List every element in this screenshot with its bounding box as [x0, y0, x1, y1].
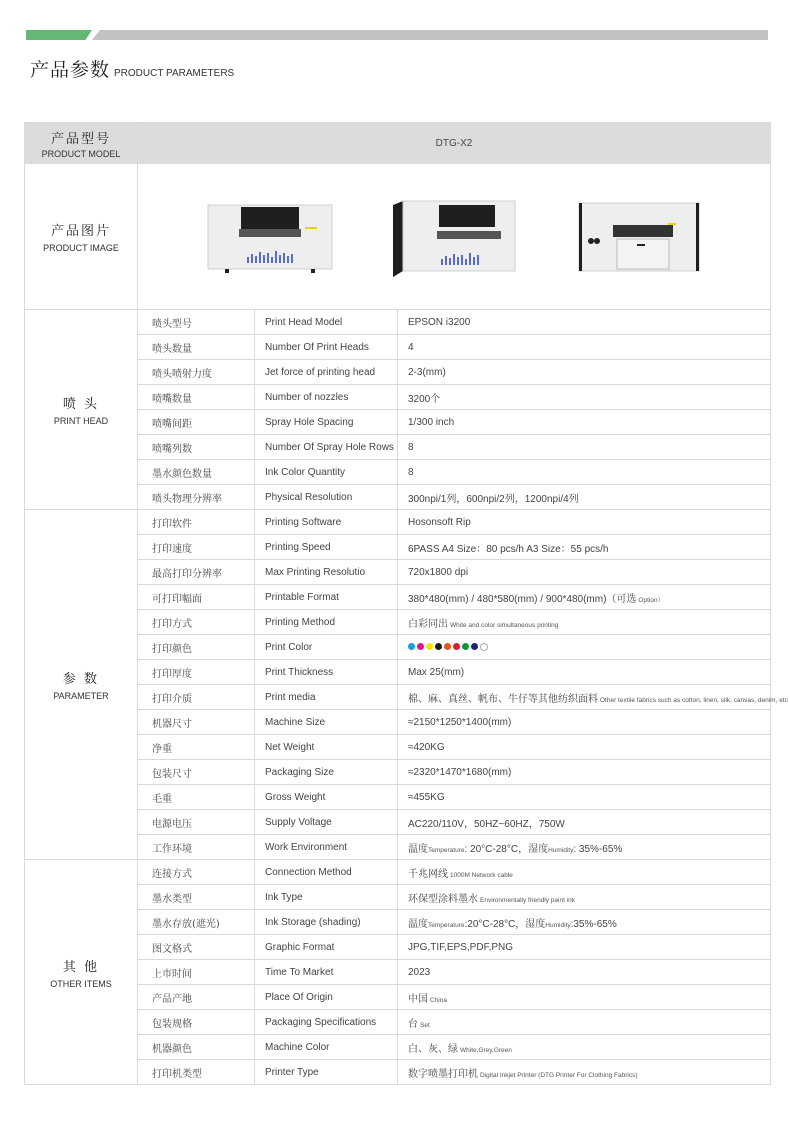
param-value: [398, 1035, 771, 1060]
value-text: 300npi/1列，600npi/2列，1200npi/4列: [408, 493, 579, 505]
param-name-cn: 打印厚度: [138, 660, 255, 685]
param-name-cn: 墨水存放(遮光): [138, 910, 255, 935]
value-note-2: Humidity: [548, 846, 574, 854]
value-text: 4: [408, 341, 414, 353]
param-value: [398, 1010, 771, 1035]
param-value: [398, 385, 771, 410]
value-note: Set: [420, 1021, 430, 1029]
param-value: [398, 535, 771, 560]
value-text: ≈2150*1250*1400(mm): [408, 716, 512, 728]
image-row: [25, 164, 771, 310]
value-text: 数字喷墨打印机: [408, 1068, 478, 1080]
value-text: 千兆网线: [408, 868, 448, 880]
printer-back-view-image: [573, 197, 703, 277]
param-value: [398, 985, 771, 1010]
param-value: [398, 685, 788, 710]
param-value: [398, 1060, 771, 1085]
value-text: 台: [408, 1018, 418, 1030]
param-value: [398, 460, 771, 485]
model-value: DTG-X2: [138, 123, 771, 164]
param-name-en: Max Printing Resolutio: [255, 560, 398, 585]
param-name-cn: 喷嘴数量: [138, 385, 255, 410]
param-value: [398, 935, 771, 960]
param-name-cn: 上市时间: [138, 960, 255, 985]
param-value: [398, 810, 771, 835]
param-name-cn: 墨水类型: [138, 885, 255, 910]
value-text: 6PASS A4 Size：80 pcs/h A3 Size：55 pcs/h: [408, 543, 609, 555]
param-name-cn: 打印颜色: [138, 635, 255, 660]
value-note: Environmentally friendly paint ink: [480, 896, 576, 904]
param-value: [398, 310, 771, 335]
param-name-cn: 打印介质: [138, 685, 255, 710]
param-name-en: Number Of Spray Hole Rows: [255, 435, 398, 460]
param-name-en: Number of nozzles: [255, 385, 398, 410]
param-name-en: Machine Color: [255, 1035, 398, 1060]
group-label-cn: 其 他: [62, 959, 100, 975]
value-note: White and color simultaneous printing: [450, 621, 559, 629]
value-text-3: : 35%-65%: [573, 843, 623, 855]
value-text: Max 25(mm): [408, 666, 465, 678]
image-label-cn: 产品图片: [50, 224, 111, 239]
value-note: China: [430, 996, 447, 1004]
value-text: 3200个: [408, 393, 441, 405]
value-note-2: Humidity: [545, 921, 571, 929]
value-text: 2-3(mm): [408, 366, 446, 378]
param-value: [398, 560, 771, 585]
ink-color-dot: [480, 643, 488, 651]
model-row: [25, 123, 771, 164]
param-name-cn: 机器颜色: [138, 1035, 255, 1060]
param-value: [398, 585, 771, 610]
param-name-cn: 工作环境: [138, 835, 255, 860]
value-note: Temperature: [428, 921, 465, 929]
value-text: 1/300 inch: [408, 416, 455, 428]
param-name-en: Gross Weight: [255, 785, 398, 810]
ink-color-dot: [444, 643, 451, 650]
param-value: [398, 435, 771, 460]
param-name-cn: 喷嘴列数: [138, 435, 255, 460]
product-images: [138, 164, 771, 310]
printer-angled-view-image: [389, 197, 519, 277]
ink-color-dot: [471, 643, 478, 650]
model-label-cn: 产品型号: [50, 131, 111, 147]
param-name-en: Ink Storage (shading): [255, 910, 398, 935]
param-name-en: Physical Resolution: [255, 485, 398, 510]
model-label: [25, 123, 138, 164]
ink-color-dot: [453, 643, 460, 650]
param-name-en: Printing Software: [255, 510, 398, 535]
param-value: [398, 960, 771, 985]
param-name-en: Jet force of printing head: [255, 360, 398, 385]
header-bar-line: [92, 30, 768, 40]
group-label: [25, 860, 138, 1085]
param-name-cn: 图文格式: [138, 935, 255, 960]
param-name-en: Print Head Model: [255, 310, 398, 335]
param-name-cn: 产品产地: [138, 985, 255, 1010]
value-text-2: :20°C-28°C，湿度: [464, 918, 546, 930]
value-text: 白、灰、绿: [408, 1043, 458, 1055]
header-bar: [26, 30, 768, 40]
value-text: 温度: [408, 843, 428, 855]
param-name-en: Packaging Size: [255, 760, 398, 785]
page-title: [30, 55, 234, 82]
value-text: 白彩同出: [408, 618, 448, 630]
param-value: [398, 360, 771, 385]
value-text: 2023: [408, 966, 431, 978]
image-label: [25, 164, 138, 310]
param-name-en: Net Weight: [255, 735, 398, 760]
param-name-cn: 毛重: [138, 785, 255, 810]
param-value: [398, 785, 771, 810]
ink-color-dot: [408, 643, 415, 650]
group-label-cn: 参 数: [62, 672, 100, 687]
value-text: 8: [408, 466, 414, 478]
value-text: 棉、麻、真丝、帆布、牛仔等其他纺织面料: [408, 693, 598, 705]
param-name-cn: 喷头喷射力度: [138, 360, 255, 385]
image-label-en: PRODUCT IMAGE: [43, 243, 119, 253]
value-note: Digital Inkjet Printer (DTG Printer For Clothing Fabrics): [480, 1071, 638, 1079]
table-row: [25, 510, 771, 535]
param-name-en: Ink Type: [255, 885, 398, 910]
value-text: 8: [408, 441, 414, 453]
param-value: [398, 835, 771, 860]
value-note: 1000M Network cable: [450, 871, 513, 879]
param-name-cn: 喷嘴间距: [138, 410, 255, 435]
param-name-en: Place Of Origin: [255, 985, 398, 1010]
param-name-cn: 喷头物理分辨率: [138, 485, 255, 510]
param-name-en: Work Environment: [255, 835, 398, 860]
param-name-cn: 连接方式: [138, 860, 255, 885]
value-text: 中国: [408, 993, 428, 1005]
param-name-cn: 喷头型号: [138, 310, 255, 335]
header-bar-accent: [26, 30, 92, 40]
param-name-cn: 打印速度: [138, 535, 255, 560]
param-value: [398, 735, 771, 760]
param-name-en: Printing Method: [255, 610, 398, 635]
group-label-en: PARAMETER: [53, 691, 109, 701]
param-value: [398, 910, 771, 935]
spec-table: [24, 122, 788, 1085]
group-label-en: OTHER ITEMS: [50, 978, 112, 989]
param-value: [398, 660, 771, 685]
value-text: ≈420KG: [408, 741, 445, 753]
value-text: 环保型涂料墨水: [408, 893, 478, 905]
param-name-cn: 打印机类型: [138, 1060, 255, 1085]
table-row: [25, 310, 771, 335]
value-text: 720x1800 dpi: [408, 566, 469, 578]
value-text: ≈455KG: [408, 791, 445, 803]
param-name-en: Time To Market: [255, 960, 398, 985]
param-name-cn: 包装尺寸: [138, 760, 255, 785]
value-note: Other textile fabrics such as cotton, linen, silk, canvas, denim, etc: [600, 696, 788, 704]
param-name-en: Graphic Format: [255, 935, 398, 960]
param-name-en: Ink Color Quantity: [255, 460, 398, 485]
value-note: Temperature: [428, 846, 465, 854]
value-text-2: : 20°C-28°C，湿度: [464, 843, 549, 855]
param-value: [398, 610, 771, 635]
value-text: Hosonsoft Rip: [408, 516, 471, 528]
param-value: [398, 710, 771, 735]
value-text: 温度: [408, 918, 428, 930]
param-name-cn: 包装规格: [138, 1010, 255, 1035]
param-name-cn: 可打印幅面: [138, 585, 255, 610]
param-value: [398, 635, 771, 660]
param-value: [398, 410, 771, 435]
value-text: EPSON i3200: [408, 316, 471, 328]
param-value: [398, 860, 771, 885]
param-value: [398, 885, 771, 910]
value-text: JPG,TIF,EPS,PDF,PNG: [408, 941, 514, 953]
param-value: [398, 510, 771, 535]
param-name-cn: 打印软件: [138, 510, 255, 535]
param-name-cn: 净重: [138, 735, 255, 760]
page-title-en: PRODUCT PARAMETERS: [114, 68, 235, 79]
table-row: [25, 860, 771, 885]
ink-color-swatches: [408, 643, 488, 651]
param-name-cn: 打印方式: [138, 610, 255, 635]
param-name-en: Connection Method: [255, 860, 398, 885]
model-label-en: PRODUCT MODEL: [41, 148, 121, 159]
param-value: [398, 335, 771, 360]
page-title-cn: 产品参数: [30, 59, 111, 81]
ink-color-dot: [417, 643, 424, 650]
param-name-cn: 喷头数量: [138, 335, 255, 360]
param-name-cn: 电源电压: [138, 810, 255, 835]
ink-color-dot: [462, 643, 469, 650]
param-name-cn: 机器尺寸: [138, 710, 255, 735]
printer-front-view-image: [205, 197, 335, 277]
param-name-en: Supply Voltage: [255, 810, 398, 835]
group-label: [25, 510, 138, 860]
param-name-en: Printing Speed: [255, 535, 398, 560]
param-name-en: Print Color: [255, 635, 398, 660]
value-note: Option）: [638, 596, 665, 604]
param-name-en: Spray Hole Spacing: [255, 410, 398, 435]
group-label-cn: 喷 头: [62, 397, 100, 412]
param-name-cn: 最高打印分辨率: [138, 560, 255, 585]
group-label-en: PRINT HEAD: [53, 416, 109, 426]
value-note: White,Grey,Green: [460, 1046, 512, 1054]
param-value: [398, 485, 771, 510]
param-name-en: Machine Size: [255, 710, 398, 735]
value-text: 380*480(mm) / 480*580(mm) / 900*480(mm)（可选: [408, 593, 637, 605]
value-text-3: :35%-65%: [570, 918, 617, 930]
param-name-en: Number Of Print Heads: [255, 335, 398, 360]
param-name-en: Print media: [255, 685, 398, 710]
param-name-en: Printer Type: [255, 1060, 398, 1085]
param-value: [398, 760, 771, 785]
value-text: AC220/110V，50HZ~60HZ，750W: [408, 818, 565, 830]
param-name-en: Printable Format: [255, 585, 398, 610]
param-name-en: Print Thickness: [255, 660, 398, 685]
value-text: ≈2320*1470*1680(mm): [408, 766, 512, 778]
ink-color-dot: [426, 643, 433, 650]
param-name-cn: 墨水颜色数量: [138, 460, 255, 485]
ink-color-dot: [435, 643, 442, 650]
param-name-en: Packaging Specifications: [255, 1010, 398, 1035]
group-label: [25, 310, 138, 510]
